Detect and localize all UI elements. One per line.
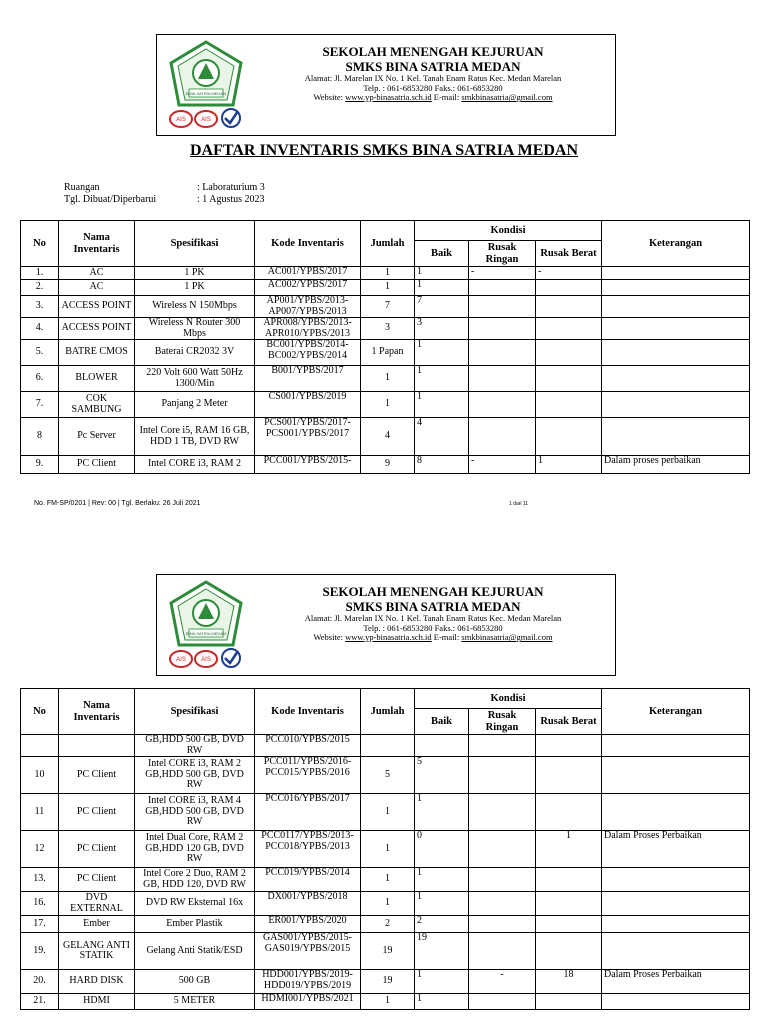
col-rusak-berat: Rusak Berat [536, 241, 602, 267]
cell-spesifikasi: Intel CORE i3, RAM 2 [135, 456, 255, 474]
cell-rusak-berat: - [536, 267, 602, 280]
cell-kode: AC002/YPBS/2017 [255, 280, 361, 296]
school-address: Alamat: Jl. Marelan IX No. 1 Kel. Tanah Enam Ratus Kec. Medan Marelan [304, 613, 562, 624]
table-row [21, 892, 750, 916]
school-logo-icon [165, 39, 247, 129]
cell-jumlah: 1 [361, 366, 415, 392]
cell-nama: BLOWER [59, 366, 135, 392]
cell-baik: 1 [415, 970, 469, 994]
website-link[interactable]: www.yp-binasatria.sch.id [345, 92, 432, 103]
school-name: SEKOLAH MENENGAH KEJURUAN [322, 44, 544, 59]
cell-no: 16. [21, 892, 59, 916]
cell-rusak-ringan [469, 892, 536, 916]
cell-jumlah: 1 Papan [361, 340, 415, 366]
cell-kode: PCC010/YPBS/2015 [255, 735, 361, 757]
cell-kode: DX001/YPBS/2018 [255, 892, 361, 916]
cell-nama: ACCESS POINT [59, 318, 135, 340]
cell-rusak-ringan [469, 994, 536, 1010]
letterhead [156, 574, 616, 676]
cell-spesifikasi: Intel CORE i3, RAM 2 GB,HDD 500 GB, DVD RW [135, 757, 255, 794]
col-kondisi: Kondisi [415, 689, 602, 709]
cell-spesifikasi: Ember Plastik [135, 916, 255, 933]
cell-nama: PC Client [59, 868, 135, 892]
email-link[interactable]: smkbinasatria@gmail.com [461, 92, 553, 103]
cell-rusak-ringan: - [469, 267, 536, 280]
table-row [21, 831, 750, 868]
cell-rusak-berat [536, 916, 602, 933]
cell-nama: AC [59, 267, 135, 280]
cell-baik: 1 [415, 994, 469, 1010]
cell-baik: 2 [415, 916, 469, 933]
cell-spesifikasi: Intel CORE i3, RAM 4 GB,HDD 500 GB, DVD RW [135, 794, 255, 831]
cell-nama: HARD DISK [59, 970, 135, 994]
document-title: DAFTAR INVENTARIS SMKS BINA SATRIA MEDAN [189, 142, 579, 159]
cell-keterangan [602, 933, 750, 970]
cell-jumlah: 4 [361, 418, 415, 456]
cell-jumlah: 19 [361, 933, 415, 970]
svg-text:AIS: AIS [201, 657, 211, 663]
cell-kode: PCS001/YPBS/2017-PCS001/YPBS/2017 [255, 418, 361, 456]
cell-rusak-ringan [469, 757, 536, 794]
table-row [21, 418, 750, 456]
svg-text:AIS: AIS [201, 117, 211, 123]
svg-text:AIS: AIS [176, 657, 186, 663]
cell-nama: COK SAMBUNG [59, 392, 135, 418]
cell-spesifikasi: 1 PK [135, 267, 255, 280]
table-row [21, 340, 750, 366]
cell-keterangan: Dalam proses perbaikan [602, 456, 750, 474]
cell-rusak-ringan [469, 340, 536, 366]
cell-rusak-ringan [469, 318, 536, 340]
page-footer: No. FM-SP/0201 | Rev: 00 | Tgl. Berlaku: 26 Juli 2021 1 dari 11 [34, 500, 529, 507]
cell-kode: PCC0117/YPBS/2013-PCC018/YPBS/2013 [255, 831, 361, 868]
cell-no: 11 [21, 794, 59, 831]
svg-text:BINA SATRIA MEDAN: BINA SATRIA MEDAN [186, 631, 226, 636]
cell-keterangan [602, 392, 750, 418]
cell-spesifikasi: Intel Core i5, RAM 16 GB, HDD 1 TB, DVD RW [135, 418, 255, 456]
cell-keterangan [602, 735, 750, 757]
cell-kode: PCC001/YPBS/2015- [255, 456, 361, 474]
cell-baik: 1 [415, 868, 469, 892]
table-row [21, 392, 750, 418]
cell-rusak-berat [536, 868, 602, 892]
col-spesifikasi: Spesifikasi [135, 689, 255, 735]
cell-keterangan [602, 296, 750, 318]
cell-no: 6. [21, 366, 59, 392]
cell-jumlah: 1 [361, 868, 415, 892]
cell-spesifikasi: Intel Core 2 Duo, RAM 2 GB, HDD 120, DVD RW [135, 868, 255, 892]
cell-nama [59, 735, 135, 757]
cell-jumlah: 5 [361, 757, 415, 794]
cell-jumlah: 1 [361, 892, 415, 916]
cell-keterangan: Dalam Proses Perbaikan [602, 970, 750, 994]
cell-spesifikasi: GB,HDD 500 GB, DVD RW [135, 735, 255, 757]
cell-baik [415, 735, 469, 757]
svg-text:AIS: AIS [176, 117, 186, 123]
table-row [21, 366, 750, 392]
cell-rusak-ringan [469, 916, 536, 933]
cell-jumlah: 1 [361, 794, 415, 831]
cell-no: 5. [21, 340, 59, 366]
cell-no: 10 [21, 757, 59, 794]
table-row [21, 280, 750, 296]
table-row [21, 794, 750, 831]
cell-jumlah: 1 [361, 392, 415, 418]
col-no: No [21, 221, 59, 267]
cell-keterangan [602, 280, 750, 296]
cell-kode: GAS001/YPBS/2015-GAS019/YPBS/2015 [255, 933, 361, 970]
cell-rusak-ringan [469, 868, 536, 892]
cell-kode: BC001/YPBS/2014-BC002/YPBS/2014 [255, 340, 361, 366]
cell-jumlah: 3 [361, 318, 415, 340]
col-jumlah: Jumlah [361, 689, 415, 735]
cell-baik: 1 [415, 267, 469, 280]
cell-baik: 7 [415, 296, 469, 318]
school-web-line: Website: www.yp-binasatria.sch.id E-mail: smkbinasatria@gmail.com [313, 632, 553, 643]
col-nama: Nama Inventaris [59, 689, 135, 735]
cell-no: 17. [21, 916, 59, 933]
cell-rusak-berat [536, 340, 602, 366]
cell-rusak-berat [536, 735, 602, 757]
cell-spesifikasi: Baterai CR2032 3V [135, 340, 255, 366]
cell-keterangan [602, 418, 750, 456]
cell-jumlah: 1 [361, 831, 415, 868]
cell-no: 21. [21, 994, 59, 1010]
cell-no: 8 [21, 418, 59, 456]
cell-rusak-ringan [469, 933, 536, 970]
cell-keterangan [602, 892, 750, 916]
col-no: No [21, 689, 59, 735]
cell-no: 19. [21, 933, 59, 970]
table-row [21, 916, 750, 933]
table-row [21, 757, 750, 794]
cell-rusak-berat: 18 [536, 970, 602, 994]
cell-spesifikasi: Gelang Anti Statik/ESD [135, 933, 255, 970]
table-row [21, 933, 750, 970]
school-phone: Telp. : 061-6853280 Faks.: 061-6853280 [363, 82, 503, 93]
cell-rusak-berat [536, 933, 602, 970]
table-row [21, 868, 750, 892]
cell-spesifikasi: 1 PK [135, 280, 255, 296]
col-baik: Baik [415, 241, 469, 267]
cell-spesifikasi: Intel Dual Core, RAM 2 GB,HDD 120 GB, DVD RW [135, 831, 255, 868]
cell-nama: Pc Server [59, 418, 135, 456]
cell-nama: GELANG ANTI STATIK [59, 933, 135, 970]
table-row [21, 735, 750, 757]
cell-no: 1. [21, 267, 59, 280]
cell-keterangan [602, 916, 750, 933]
cell-baik: 19 [415, 933, 469, 970]
cell-rusak-berat: 1 [536, 456, 602, 474]
cell-rusak-ringan [469, 418, 536, 456]
cell-spesifikasi: Wireless N 150Mbps [135, 296, 255, 318]
col-keterangan: Keterangan [602, 221, 750, 267]
cell-keterangan [602, 757, 750, 794]
cell-jumlah: 7 [361, 296, 415, 318]
cell-spesifikasi: Wireless N Router 300 Mbps [135, 318, 255, 340]
cell-kode: HDD001/YPBS/2019-HDD019/YPBS/2019 [255, 970, 361, 994]
cell-rusak-ringan: - [469, 970, 536, 994]
cell-no: 13. [21, 868, 59, 892]
cell-rusak-berat [536, 892, 602, 916]
col-spesifikasi: Spesifikasi [135, 221, 255, 267]
table-row [21, 970, 750, 994]
cell-nama: PC Client [59, 831, 135, 868]
cell-kode: PCC011/YPBS/2016-PCC015/YPBS/2016 [255, 757, 361, 794]
cell-rusak-berat [536, 318, 602, 340]
table-row [21, 456, 750, 474]
cell-rusak-ringan [469, 794, 536, 831]
cell-kode: B001/YPBS/2017 [255, 366, 361, 392]
col-keterangan: Keterangan [602, 689, 750, 735]
school-subname: SMKS BINA SATRIA MEDAN [345, 58, 521, 74]
cell-spesifikasi: Panjang 2 Meter [135, 392, 255, 418]
cell-rusak-berat [536, 280, 602, 296]
cell-baik: 1 [415, 392, 469, 418]
cell-baik: 4 [415, 418, 469, 456]
col-rusak-ringan: Rusak Ringan [469, 241, 536, 267]
cell-no: 12 [21, 831, 59, 868]
cell-kode: CS001/YPBS/2019 [255, 392, 361, 418]
school-name: SEKOLAH MENENGAH KEJURUAN [322, 584, 544, 599]
cell-jumlah: 19 [361, 970, 415, 994]
cell-baik: 1 [415, 340, 469, 366]
cell-rusak-berat [536, 296, 602, 318]
cell-no: 2. [21, 280, 59, 296]
cell-rusak-ringan: - [469, 456, 536, 474]
document-page-2 [0, 560, 768, 1024]
cell-keterangan [602, 340, 750, 366]
cell-rusak-ringan [469, 392, 536, 418]
col-kode: Kode Inventaris [255, 221, 361, 267]
cell-baik: 1 [415, 366, 469, 392]
cell-spesifikasi: 220 Volt 600 Watt 50Hz 1300/Min [135, 366, 255, 392]
cell-rusak-ringan [469, 735, 536, 757]
cell-rusak-berat [536, 994, 602, 1010]
cell-no: 3. [21, 296, 59, 318]
email-link[interactable]: smkbinasatria@gmail.com [461, 632, 553, 643]
cell-no [21, 735, 59, 757]
table-row [21, 296, 750, 318]
cell-nama: BATRE CMOS [59, 340, 135, 366]
table-row [21, 267, 750, 280]
cell-baik: 5 [415, 757, 469, 794]
cell-spesifikasi: 500 GB [135, 970, 255, 994]
cell-jumlah: 9 [361, 456, 415, 474]
meta-date: Tgl. Dibuat/Diperbarui : 1 Agustus 2023 [64, 194, 265, 205]
cell-rusak-ringan [469, 280, 536, 296]
cell-nama: HDMI [59, 994, 135, 1010]
cell-kode: PCC019/YPBS/2014 [255, 868, 361, 892]
cell-nama: PC Client [59, 794, 135, 831]
letterhead [156, 34, 616, 136]
col-rusak-ringan: Rusak Ringan [469, 709, 536, 735]
cell-baik: 0 [415, 831, 469, 868]
col-rusak-berat: Rusak Berat [536, 709, 602, 735]
cell-rusak-berat [536, 757, 602, 794]
cell-rusak-ringan [469, 366, 536, 392]
school-logo-icon [165, 579, 247, 669]
cell-rusak-ringan [469, 296, 536, 318]
col-kode: Kode Inventaris [255, 689, 361, 735]
cell-baik: 1 [415, 280, 469, 296]
cell-spesifikasi: 5 METER [135, 994, 255, 1010]
cell-jumlah: 1 [361, 267, 415, 280]
cell-keterangan [602, 366, 750, 392]
meta-room: Ruangan : Laboraturium 3 [64, 182, 265, 193]
cell-kode: ER001/YPBS/2020 [255, 916, 361, 933]
cell-nama: PC Client [59, 757, 135, 794]
cell-kode: HDMI001/YPBS/2021 [255, 994, 361, 1010]
col-nama: Nama Inventaris [59, 221, 135, 267]
col-baik: Baik [415, 709, 469, 735]
cell-rusak-berat [536, 366, 602, 392]
cell-nama: ACCESS POINT [59, 296, 135, 318]
cell-keterangan: Dalam Proses Perbaikan [602, 831, 750, 868]
cell-keterangan [602, 318, 750, 340]
cell-nama: PC Client [59, 456, 135, 474]
cell-kode: AP001/YPBS/2013-AP007/YPBS/2013 [255, 296, 361, 318]
school-address: Alamat: Jl. Marelan IX No. 1 Kel. Tanah Enam Ratus Kec. Medan Marelan [304, 73, 562, 84]
cell-jumlah: 2 [361, 916, 415, 933]
cell-keterangan [602, 267, 750, 280]
cell-baik: 1 [415, 892, 469, 916]
svg-text:BINA SATRIA MEDAN: BINA SATRIA MEDAN [186, 91, 226, 96]
cell-no: 4. [21, 318, 59, 340]
col-kondisi: Kondisi [415, 221, 602, 241]
school-web-line: Website: www.yp-binasatria.sch.id E-mail: smkbinasatria@gmail.com [313, 92, 553, 103]
cell-baik: 8 [415, 456, 469, 474]
table-row [21, 994, 750, 1010]
cell-rusak-berat [536, 794, 602, 831]
cell-no: 9. [21, 456, 59, 474]
cell-jumlah: 1 [361, 994, 415, 1010]
cell-jumlah: 1 [361, 280, 415, 296]
inventory-table-page-1 [20, 220, 750, 474]
table-row [21, 318, 750, 340]
cell-baik: 1 [415, 794, 469, 831]
cell-baik: 3 [415, 318, 469, 340]
school-phone: Telp. : 061-6853280 Faks.: 061-6853280 [363, 622, 503, 633]
cell-no: 7. [21, 392, 59, 418]
cell-nama: DVD EXTERNAL [59, 892, 135, 916]
cell-spesifikasi: DVD RW Eksternal 16x [135, 892, 255, 916]
website-link[interactable]: www.yp-binasatria.sch.id [345, 632, 432, 643]
cell-no: 20. [21, 970, 59, 994]
cell-rusak-berat [536, 418, 602, 456]
cell-nama: AC [59, 280, 135, 296]
cell-kode: PCC016/YPBS/2017 [255, 794, 361, 831]
cell-keterangan [602, 868, 750, 892]
cell-kode: APR008/YPBS/2013-APR010/YPBS/2013 [255, 318, 361, 340]
inventory-table-page-2 [20, 688, 750, 1010]
cell-rusak-berat: 1 [536, 831, 602, 868]
col-jumlah: Jumlah [361, 221, 415, 267]
cell-jumlah [361, 735, 415, 757]
cell-nama: Ember [59, 916, 135, 933]
cell-rusak-ringan [469, 831, 536, 868]
cell-rusak-berat [536, 392, 602, 418]
cell-kode: AC001/YPBS/2017 [255, 267, 361, 280]
cell-keterangan [602, 794, 750, 831]
cell-keterangan [602, 994, 750, 1010]
school-subname: SMKS BINA SATRIA MEDAN [345, 598, 521, 614]
